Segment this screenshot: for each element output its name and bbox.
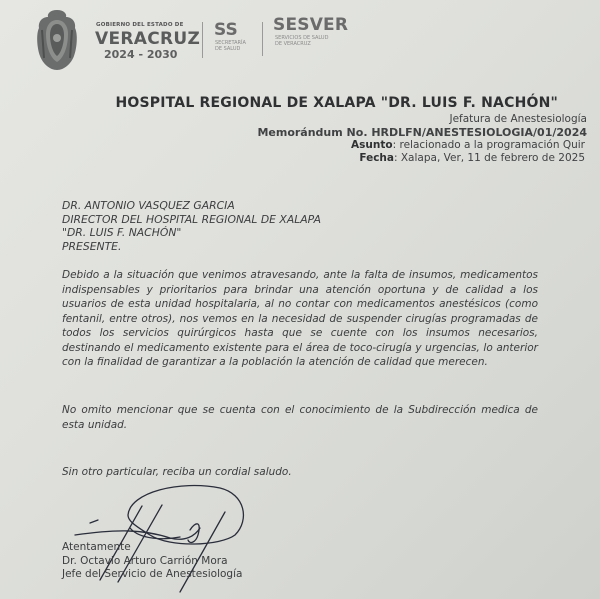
date-label: Fecha [359,152,394,164]
state-name: VERACRUZ [95,29,201,49]
logo-divider [262,22,263,56]
veracruz-coat-of-arms-icon [34,8,80,72]
hospital-title: HOSPITAL REGIONAL DE XALAPA "DR. LUIS F. NACHÓN" [115,95,558,111]
logo-divider [202,22,203,58]
sesver-logo: SESVER [273,15,349,35]
signer-name: Dr. Octavio Arturo Carrión Mora [62,554,228,567]
addressee-position: DIRECTOR DEL HOSPITAL REGIONAL DE XALAPA [62,212,321,226]
subject-value: : relacionado a la programación Quir [392,139,585,151]
memo-number-line [257,126,587,139]
ss-logo: SS [214,20,238,40]
body-paragraph-1: Debido a la situación que venimos atravesando, ante la falta de insumos, medicamentos indispensables y prioritarios para brindar una atención oportuna y de calidad a los usuarios de esta unidad hospitalaria, al no contar con medicamentos anestésicos (como fentanil, entre otros), nos vemos en la necesidad de suspender cirugías programadas de todos los servicios quirúrgicos hasta que se cuente con los insumos necesarios, destinando el medicamento existente para el área de toco-cirugía y urgencias, lo anterior con la finalidad de garantizar a la población la atención de calidad que merecen. [62,269,538,368]
subject-line [351,139,585,151]
date-value: : Xalapa, Ver, 11 de febrero de 2025 [393,152,585,164]
signer-title: Jefe del Servicio de Anestesiología [62,568,243,580]
date-line [359,152,585,164]
department-label: Jefatura de Anestesiología [449,113,587,125]
addressee-hospital: "DR. LUIS F. NACHÓN" [62,226,182,239]
addressee-name: DR. ANTONIO VASQUEZ GARCIA [62,199,235,212]
valediction: Atentamente [62,541,131,553]
closing-line: Sin otro particular, reciba un cordial saludo. [62,466,292,478]
addressee-block [62,199,321,253]
memo-number-label: Memorándum No. [257,126,368,139]
ss-logo-subtitle: SECRETARÍA DE SALUD [215,40,246,52]
memo-number-value: HRDLFN/ANESTESIOLOGIA/01/2024 [371,126,587,139]
body-paragraph-2: No omito mencionar que se cuenta con el conocimiento de la Subdirección medica de esta unidad. [62,404,538,431]
sesver-logo-subtitle: SERVICIOS DE SALUD DE VERACRUZ [275,35,329,47]
government-term: 2024 - 2030 [104,48,178,61]
addressee-greeting: PRESENTE. [62,239,122,253]
state-government-label: GOBIERNO DEL ESTADO DE [96,22,184,28]
subject-label: Asunto [351,139,393,151]
signature-block [62,541,242,582]
